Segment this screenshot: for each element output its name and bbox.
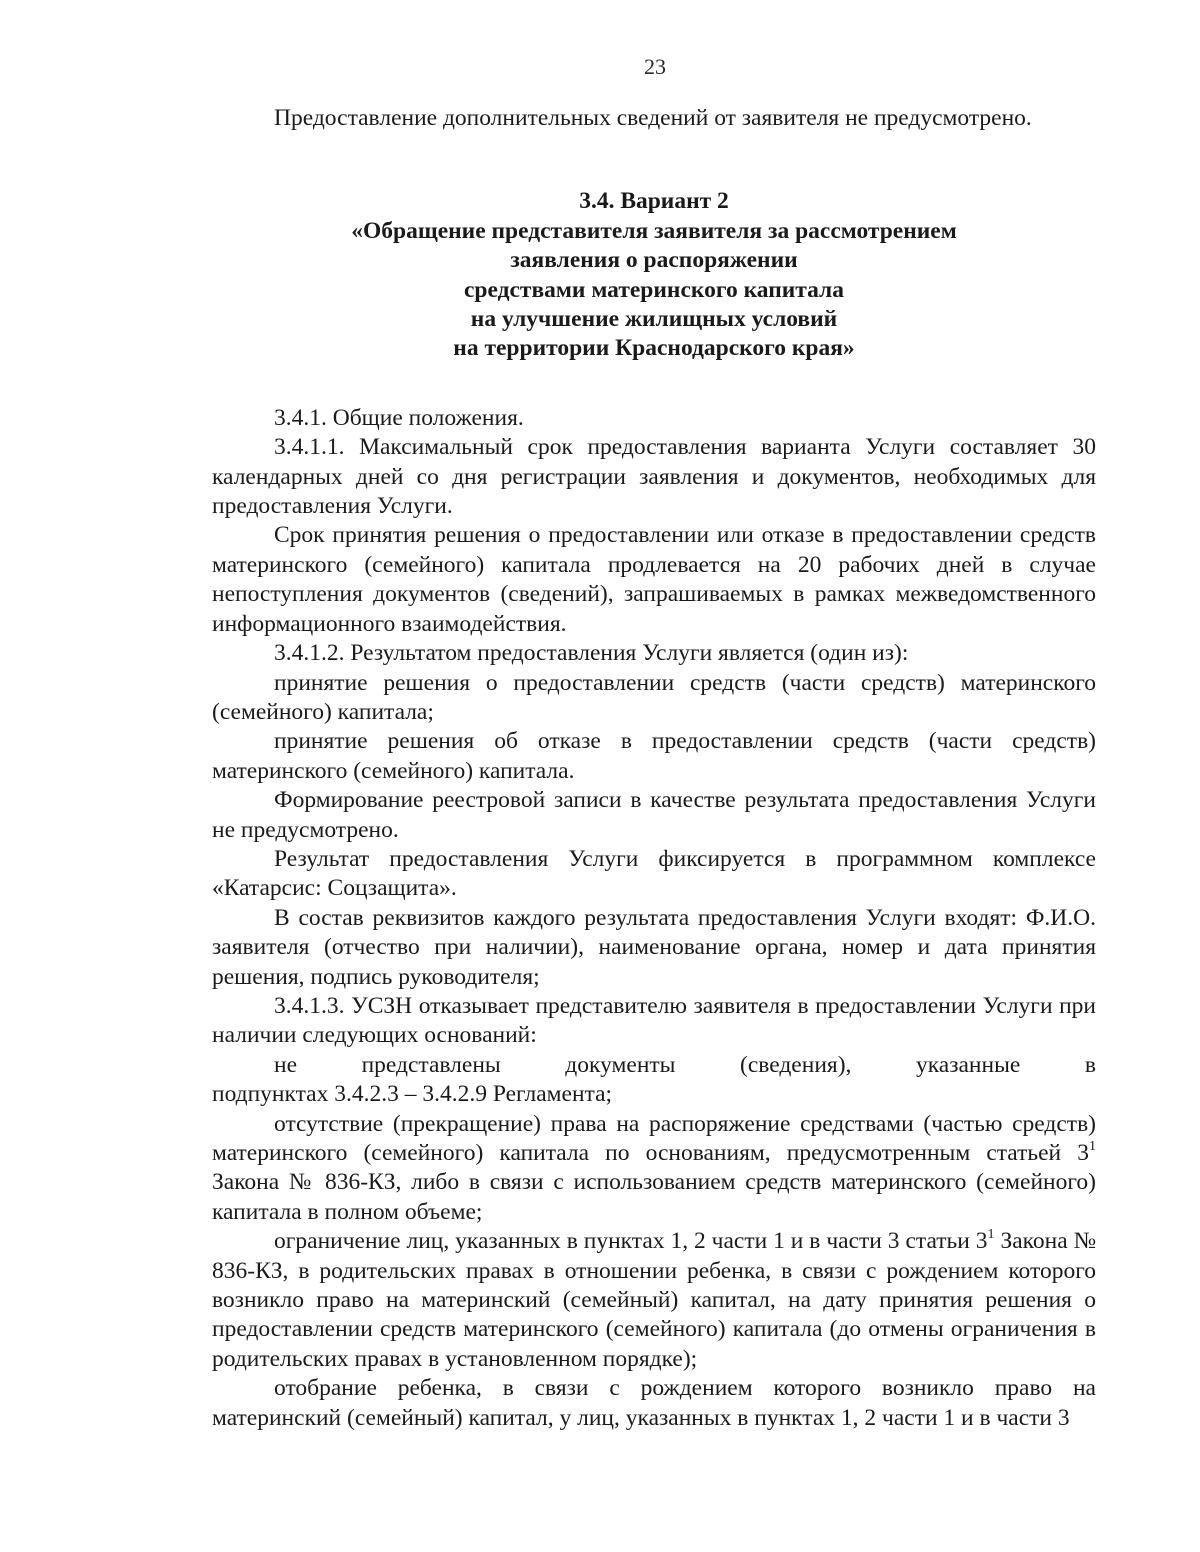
- text-part: Закона № 836-КЗ, в родительских правах в отношении ребенка, в связи с рождением которого возникло право на материнский (семейный) капитал, на дату принятия решения о предоставлении средств материнского (семейного) капитала (до отмены ограничения в родительских правах в установленном порядке);: [212, 1228, 1096, 1372]
- paragraph-result-refuse: принятие решения об отказе в предоставлении средств (части средств) материнского (семейного) капитала.: [212, 728, 1096, 784]
- paragraph-restriction: [212, 1227, 1096, 1374]
- heading-line-6: на территории Краснодарского края»: [453, 335, 855, 362]
- paragraph-right-absence: [212, 1110, 1096, 1228]
- page-number: 23: [644, 54, 666, 79]
- paragraph-registry: Формирование реестровой записи в качестве результата предоставления Услуги не предусмотрено.: [212, 787, 1096, 843]
- word: (сведения),: [740, 1051, 852, 1078]
- text-part: ограничение лиц, указанных в пунктах 1, 2 части 1 и в части 3 статьи 3: [274, 1228, 988, 1255]
- paragraph-not-submitted-rest: подпунктах 3.4.2.3 – 3.4.2.9 Регламента;: [212, 1081, 613, 1108]
- word: указанные: [915, 1051, 1021, 1078]
- paragraph-result-approve: принятие решения о предоставлении средств (части средств) материнского (семейного) капитала;: [212, 669, 1096, 725]
- word: документы: [565, 1051, 676, 1078]
- text-part: Закона № 836-КЗ, либо в связи с использованием средств материнского (семейного) капитала в полном объеме;: [212, 1169, 1096, 1225]
- word: не: [274, 1051, 298, 1078]
- superscript: 1: [987, 1227, 995, 1243]
- superscript: 1: [1089, 1139, 1096, 1154]
- document-body: [212, 104, 1096, 1433]
- paragraph-general-provisions: 3.4.1. Общие положения.: [274, 404, 524, 431]
- paragraph-max-term: 3.4.1.1. Максимальный срок предоставления варианта Услуги составляет 30 календарных дней со дня регистрации заявления и документов, необходимых для предоставления Услуги.: [212, 434, 1096, 520]
- paragraph-term-extension: Срок принятия решения о предоставлении или отказе в предоставлении средств материнского (семейного) капитала продлевается на 20 рабочих дней в случае непоступления документов (сведений), запрашиваемых в рамках межведомственного информационного взаимодействия.: [212, 522, 1096, 637]
- paragraph-result: 3.4.1.2. Результатом предоставления Услуги является (один из):: [274, 640, 909, 667]
- heading-line-4: средствами материнского капитала: [463, 276, 844, 303]
- paragraph-not-submitted-line: [212, 1051, 1096, 1080]
- paragraph-fixation: Результат предоставления Услуги фиксируется в программном комплексе «Катарсис: Соцзащита».: [212, 845, 1096, 902]
- section-heading: [212, 187, 1096, 363]
- paragraph-child-removal: отобрание ребенка, в связи с рождением которого возникло право на материнский (семейный) капитал, у лиц, указанных в пунктах 1, 2 части 1 и в части 3: [212, 1375, 1096, 1431]
- text-part: отсутствие (прекращение) права на распоряжение средствами (частью средств) материнского (семейного) капитала по основаниям, предусмотренным статьей 3: [212, 1110, 1096, 1166]
- heading-line-5: на улучшение жилищных условий: [470, 306, 838, 333]
- paragraph-requisites: В состав реквизитов каждого результата предоставления Услуги входят: Ф.И.О. заявителя (отчество при наличии), наименование органа, номер и дата принятия решения, подпись руководителя;: [212, 904, 1096, 990]
- intro-paragraph: Предоставление дополнительных сведений от заявителя не предусмотрено.: [274, 105, 1032, 131]
- word: в: [1084, 1051, 1096, 1078]
- word: представлены: [361, 1051, 501, 1078]
- heading-line-1: 3.4. Вариант 2: [579, 188, 729, 215]
- paragraph-refusal-grounds: 3.4.1.3. УСЗН отказывает представителю заявителя в предоставлении Услуги при наличии следующих оснований:: [212, 992, 1096, 1049]
- heading-line-2: «Обращение представителя заявителя за рассмотрением: [351, 217, 957, 244]
- heading-line-3: заявления о распоряжении: [510, 247, 798, 274]
